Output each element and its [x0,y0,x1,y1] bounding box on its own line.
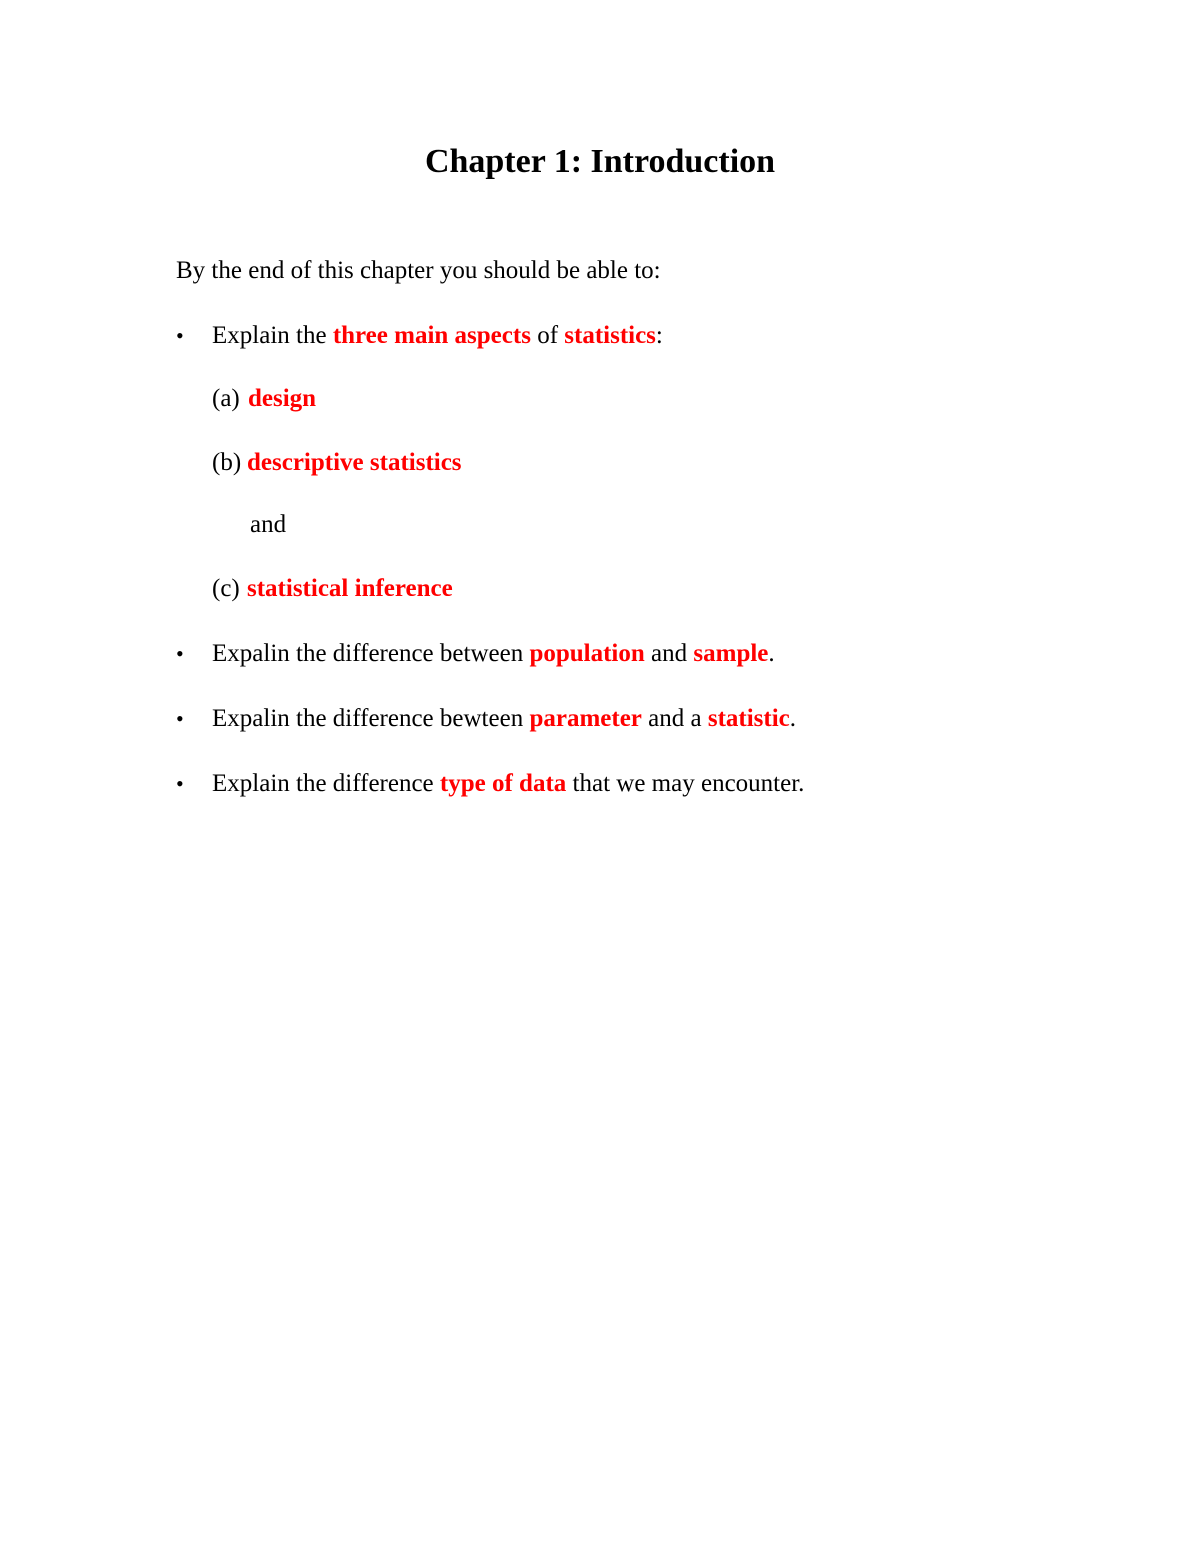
list-item-population [212,638,775,670]
page-title: Chapter 1: Introduction [424,143,776,180]
bullet-marker: • [176,641,184,666]
highlight-term: parameter [529,705,642,732]
sub-item-label: (a) [212,385,240,412]
bullet-text: . [768,640,775,667]
bullet-text: Explain the difference [212,770,440,797]
bullet-marker: • [176,771,184,796]
highlight-term: population [529,640,645,667]
bullet-text: Expalin the difference bewteen [212,705,530,732]
bullet-text: that we may encounter. [566,770,805,797]
highlight-term: sample [693,640,769,667]
bullet-marker: • [176,323,184,348]
list-item-data-types [212,768,804,800]
sub-item-a [212,383,316,415]
sub-item-c [212,573,453,605]
sub-item-label: (c) [212,575,240,602]
highlight-term: type of data [439,770,567,797]
bullet-marker: • [176,706,184,731]
sub-item-b [212,447,462,479]
bullet-text: Explain the [212,322,333,349]
bullet-text: . [789,705,797,732]
highlight-term: statistics [564,322,656,349]
bullet-text: : [655,322,663,349]
sub-item-label: (b) [212,449,242,476]
list-item-aspects [212,320,663,352]
highlight-term: statistical inference [247,575,453,602]
highlight-term: three main aspects [332,322,531,349]
list-item-parameter [212,703,796,735]
bullet-text: and a [641,705,708,732]
connector-text: and [250,511,287,538]
bullet-text: Expalin the difference between [212,640,530,667]
highlight-term: statistic [707,705,790,732]
bullet-text: of [530,322,565,349]
highlight-term: design [248,385,317,412]
highlight-term: descriptive statistics [247,449,462,476]
intro-text: By the end of this chapter you should be able to: [176,257,661,284]
bullet-text: and [644,640,694,667]
